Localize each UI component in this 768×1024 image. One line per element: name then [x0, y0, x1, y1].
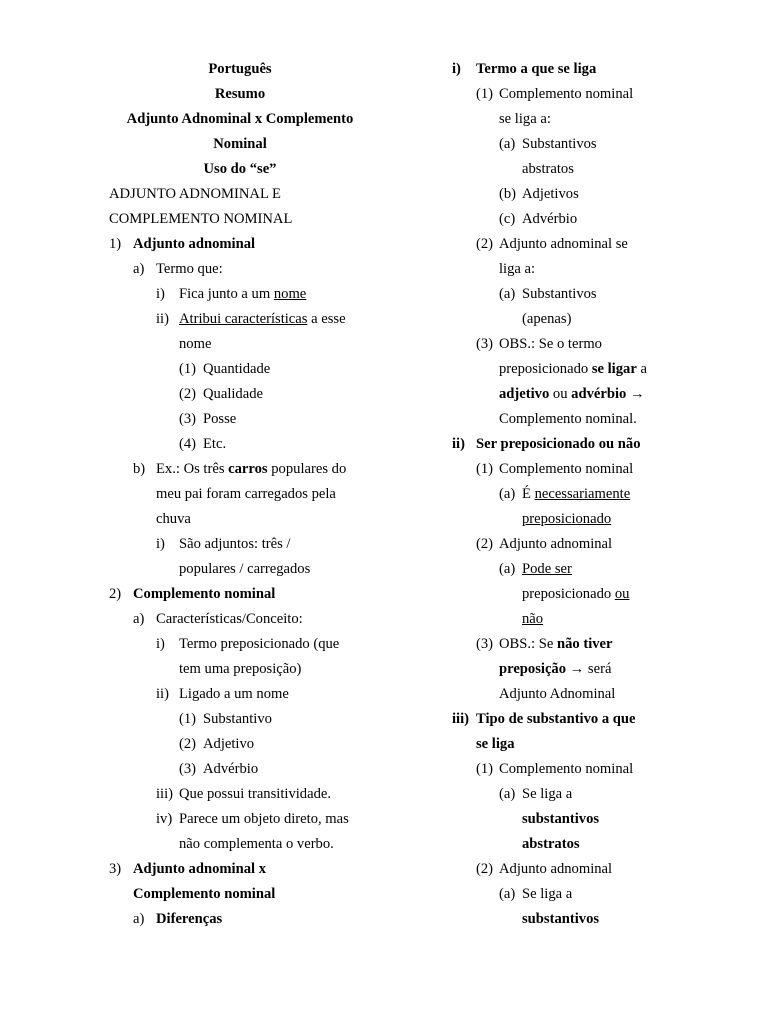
header-title-cont: Nominal — [213, 136, 267, 152]
section-heading: ADJUNTO ADNOMINAL E — [109, 186, 281, 202]
arrow-right-icon: → — [566, 661, 585, 677]
header-subject: Português — [208, 61, 272, 77]
arrow-right-icon: → — [626, 386, 645, 402]
header-type: Resumo — [214, 86, 266, 102]
header-title: Adjunto Adnominal x Complemento — [126, 111, 354, 127]
document-page: Português Resumo Adjunto Adnominal x Complemento Nominal Uso do “se” ADJUNTO ADNOMINAL E COMPLEMENTO NOMINAL 1) Adjunto adnominal a) Termo que: i) Fica junto a um nome ii) Atribui características a esse nome (1) Quantidade (2) Qualidade (3) Posse (4) Etc. b) Ex.: Os três carros populares do meu pai foram carregados pela chuva i) São adjuntos: três / populares / carregados 2) Complemento nominal a) Características/Conceito: i) Termo preposicionado (que tem uma preposição) ii) Ligado a um nome (1) Substantivo (2) Adjetivo (3) Advérbio iii) Que possui transitividade. iv) Parece um objeto direto, mas não complementa o verbo. 3) Adjunto adnominal x Complemento nominal a) Diferenças i) Termo a que se liga (1) Complemento nominal se liga a: (a) Substantivos abstratos (b) Adjetivos (c) Advérbio (2) Adjunto adnominal se liga a: (a) Substantivos (apenas) (3) OBS.: Se o termo preposicionado se ligar a adjetivo ou advérbio → Complemento nominal. ii) Ser preposicionado ou não (1) Complemento nominal (a) É necessariamente preposicionado (2) Adjunto adnominal (a) Pode ser preposicionado ou não (3) OBS.: Se não tiver preposição → será Adjunto Adnominal iii) Tipo de substantivo a que se liga (1) Complemento nominal (a) Se liga a substantivos abstratos (2) Adjunto adnominal (a) Se liga a substantivos — [0, 0, 768, 1024]
header-subtitle: Uso do “se” — [203, 161, 277, 177]
section-heading-cont: COMPLEMENTO NOMINAL — [109, 211, 293, 227]
